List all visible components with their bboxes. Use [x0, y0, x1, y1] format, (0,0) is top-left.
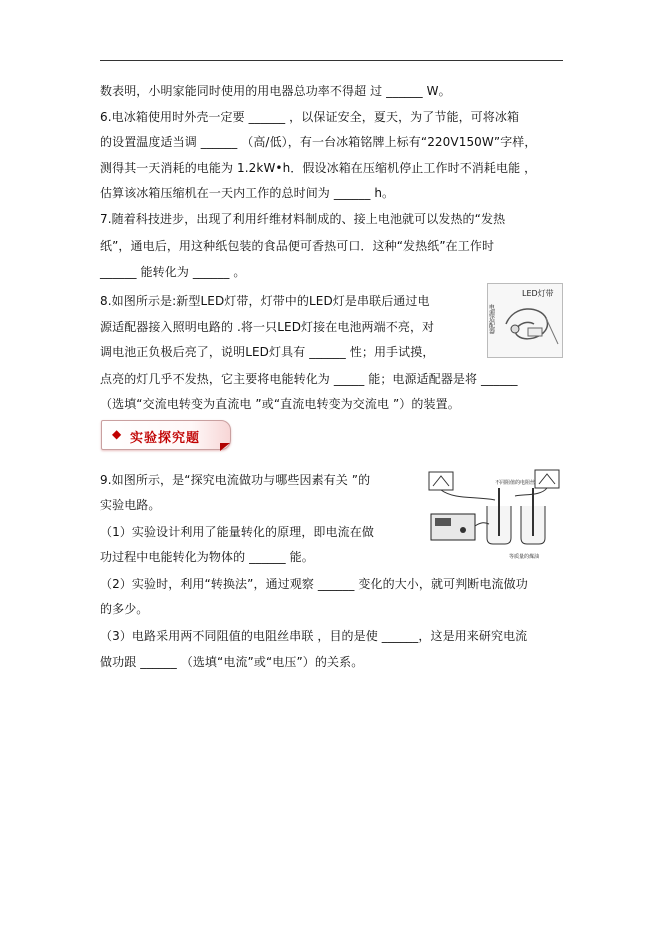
power-supply-icon [431, 514, 475, 540]
text-line: 9.如图所示，是“探究电流做功与哪些因素有关 ”的 [100, 473, 371, 487]
text-line: （3）电路采用两不同阻值的电阻丝串联 ，目的是使 ______，这是用来研究电流 [100, 629, 528, 643]
section-title: 实验探究题 [130, 431, 201, 446]
text-line: ______ 能转化为 ______ 。 [100, 265, 246, 279]
wire-2 [515, 488, 547, 496]
text-line: 的多少。 [100, 602, 149, 616]
thermometer-meter-icon [535, 470, 559, 488]
circuit-figure [425, 466, 561, 562]
header-rule [100, 60, 563, 61]
text-line: 测得其一天消耗的电能为 1.2kW•h．假设冰箱在压缩机停止工作时不消耗电能 ， [100, 161, 537, 175]
adapter-box [528, 328, 542, 336]
text-line: 点亮的灯几乎不发热，它主要将电能转化为 _____ 能；电源适配器是将 ______ [100, 372, 518, 386]
text-line: （2）实验时，利用“转换法”，通过观察 ______ 变化的大小，就可判断电流做功 [100, 577, 528, 591]
text-line: 6.电冰箱使用时外壳一定要 ______ ，以保证安全，夏天，为了节能，可将冰箱 [100, 110, 520, 124]
text-line: 估算该冰箱压缩机在一天内工作的总时间为 ______ h。 [100, 186, 395, 200]
ammeter-icon [429, 472, 453, 490]
text-line: 实验电路。 [100, 498, 161, 512]
section-banner [101, 420, 231, 450]
text-line: 7.随着科技进步，出现了利用纤维材料制成的、接上电池就可以发热的“发热 [100, 212, 506, 226]
text-line: 功过程中电能转化为物体的 ______ 能。 [100, 550, 314, 564]
text-line: 的设置温度适当调 ______ （高/低），有一台冰箱铭牌上标有“220V150W”字样， [100, 135, 537, 149]
led-bulb [511, 325, 519, 333]
figure-label-led: LED灯带 [522, 289, 554, 298]
power-cord [546, 318, 558, 344]
text-line: （1）实验设计利用了能量转化的原理，即电流在做 [100, 525, 374, 539]
wire-1 [441, 490, 495, 500]
diamond-icon: ◆ [112, 427, 122, 441]
text-line: 源适配器接入照明电路的 .将一只LED灯接在电池两端不亮，对 [100, 320, 435, 334]
text-line: 调电池正负极后亮了，说明LED灯具有 ______ 性；用手试摸， [100, 345, 435, 359]
banner-tail [220, 443, 230, 451]
power-knob [460, 527, 466, 533]
text-line: 数表明，小明家能同时使用的用电器总功率不得超 过 ______ W。 [100, 84, 451, 98]
power-display [435, 518, 451, 526]
text-line: 8.如图所示是:新型LED灯带，灯带中的LED灯是串联后通过电 [100, 294, 430, 308]
figure-label-resistors: 不同阻值的电阻丝 [495, 480, 536, 486]
figure-label-adapter: 电源适配器 [488, 304, 495, 334]
text-line: 纸”，通电后，用这种纸包装的食品便可香热可口．这种“发热纸”在工作时 [100, 239, 495, 253]
figure-label-liquid: 等质量的煤油 [509, 554, 540, 560]
text-line: （选填“交流电转变为直流电 ”或“直流电转变为交流电 ”）的装置。 [100, 397, 460, 411]
text-line: 做功跟 ______ （选填“电流”或“电压”）的关系。 [100, 655, 364, 669]
led-strip-figure [487, 283, 563, 358]
